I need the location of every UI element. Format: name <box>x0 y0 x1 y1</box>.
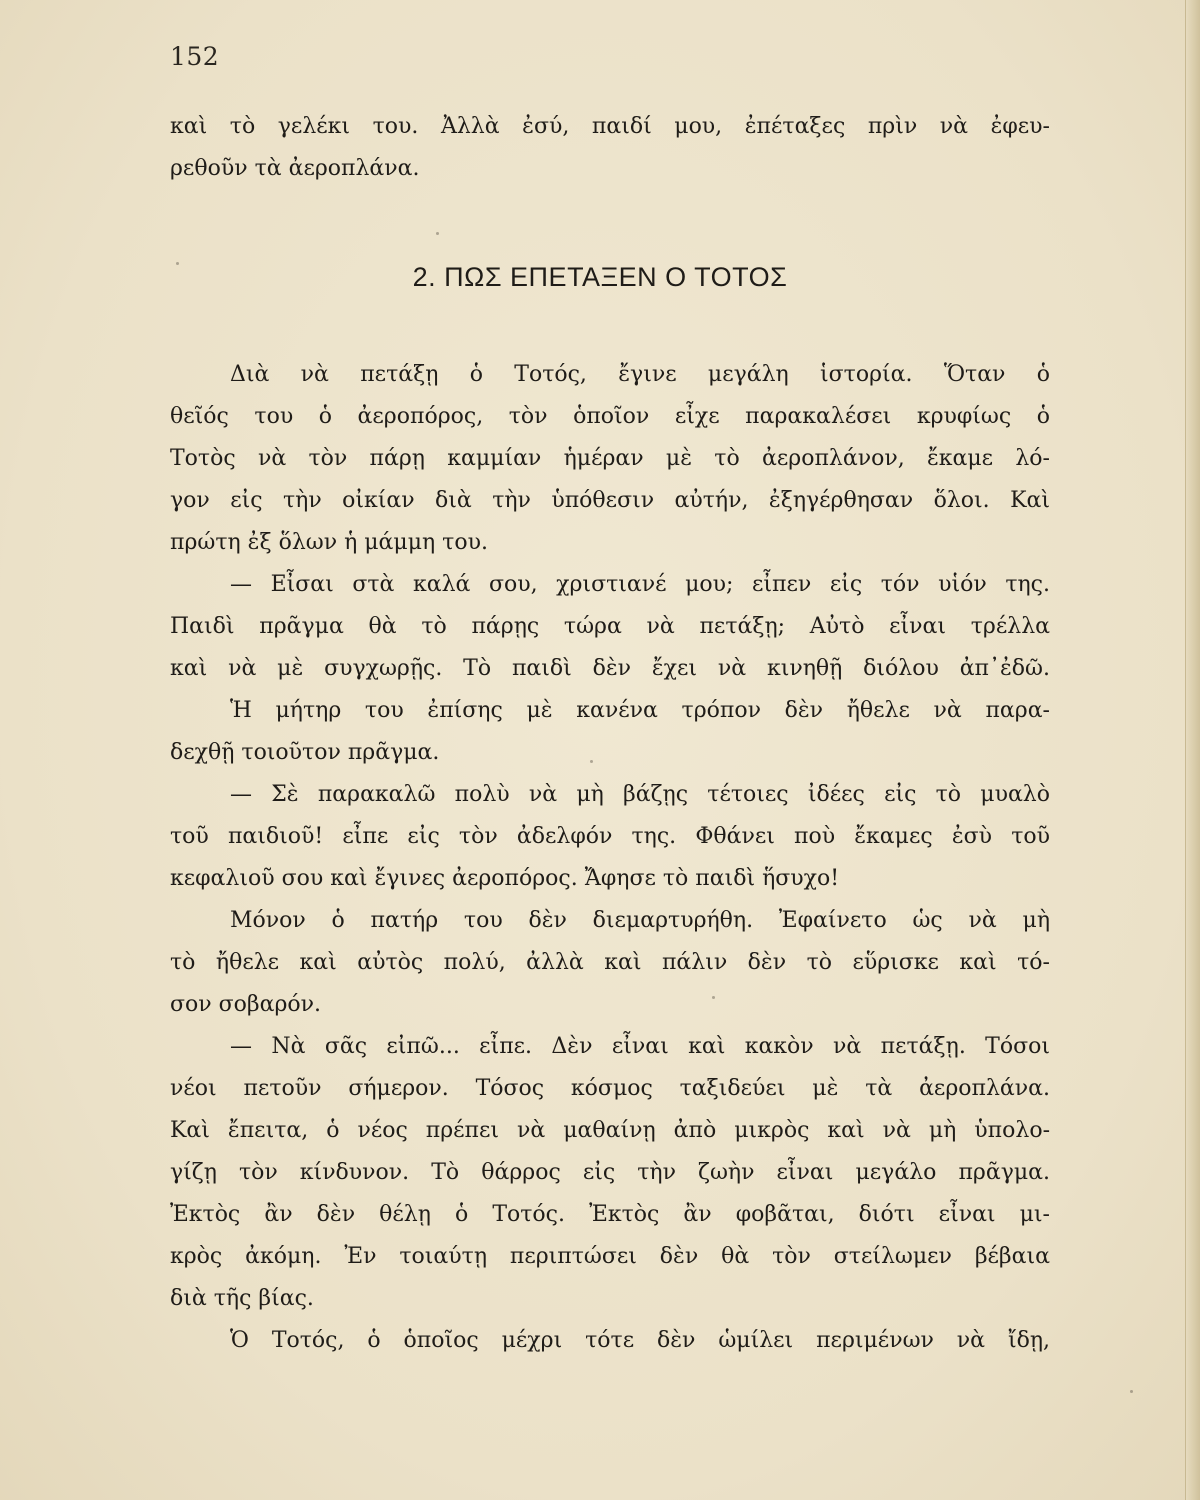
text-line: καὶ τὸ γελέκι του. Ἀλλὰ ἐσύ, παιδί μου, ἐπέταξες πρὶν νὰ ἐφευ- <box>170 114 1050 139</box>
text-line: Τοτὸς νὰ τὸν πάρῃ καμμίαν ἡμέραν μὲ τὸ ἀεροπλάνον, ἔκαμε λό- <box>170 446 1050 471</box>
text-line: καὶ νὰ μὲ συγχωρῇς. Τὸ παιδὶ δὲν ἔχει νὰ κινηθῇ διόλου ἀπ᾿ἐδῶ. <box>170 656 1050 681</box>
text-line: Καὶ ἔπειτα, ὁ νέος πρέπει νὰ μαθαίνῃ ἀπὸ μικρὸς καὶ νὰ μὴ ὑπολο- <box>170 1118 1050 1143</box>
text-line: πρώτη ἐξ ὅλων ἡ μάμμη του. <box>170 530 488 555</box>
paper-speck <box>436 232 439 235</box>
text-line: κεφαλιοῦ σου καὶ ἔγινες ἀεροπόρος. Ἄφησε τὸ παιδὶ ἥσυχο! <box>170 866 840 891</box>
page-number: 152 <box>170 42 220 71</box>
page-edge <box>1185 0 1200 1500</box>
text-line: τὸ ἤθελε καὶ αὐτὸς πολύ, ἀλλὰ καὶ πάλιν δὲν τὸ εὕρισκε καὶ τό- <box>170 950 1050 975</box>
text-line: σον σοβαρόν. <box>170 992 322 1017</box>
text-line: — Νὰ σᾶς εἰπῶ... εἶπε. Δὲν εἶναι καὶ κακὸν νὰ πετάξῃ. Τόσοι <box>230 1034 1050 1059</box>
paper-speck <box>712 996 715 999</box>
text-line: Διὰ νὰ πετάξῃ ὁ Τοτός, ἔγινε μεγάλη ἱστορία. Ὅταν ὁ <box>230 362 1050 387</box>
text-line: θεῖός του ὁ ἀεροπόρος, τὸν ὁποῖον εἶχε παρακαλέσει κρυφίως ὁ <box>170 404 1050 429</box>
text-line: Ἐκτὸς ἂν δὲν θέλῃ ὁ Τοτός. Ἐκτὸς ἂν φοβᾶται, διότι εἶναι μι- <box>170 1202 1050 1227</box>
paper-speck <box>176 262 179 265</box>
text-line: διὰ τῆς βίας. <box>170 1286 314 1311</box>
text-line: ρεθοῦν τὰ ἀεροπλάνα. <box>170 156 420 181</box>
paper-speck <box>590 760 593 763</box>
text-line: Ἡ μήτηρ του ἐπίσης μὲ κανένα τρόπον δὲν ἤθελε νὰ παρα- <box>230 698 1050 723</box>
text-line: Ὁ Τοτός, ὁ ὁποῖος μέχρι τότε δὲν ὡμίλει περιμένων νὰ ἴδῃ, <box>230 1328 1050 1353</box>
text-line: — Εἶσαι στὰ καλά σου, χριστιανέ μου; εἶπεν εἰς τόν υἱόν της. <box>230 572 1050 597</box>
text-line: γίζῃ τὸν κίνδυνον. Τὸ θάρρος εἰς τὴν ζωὴν εἶναι μεγάλο πρᾶγμα. <box>170 1160 1050 1185</box>
text-line: Παιδὶ πρᾶγμα θὰ τὸ πάρῃς τώρα νὰ πετάξῃ; Αὐτὸ εἶναι τρέλλα <box>170 614 1050 639</box>
text-line: δεχθῇ τοιοῦτον πρᾶγμα. <box>170 740 440 765</box>
text-line: κρὸς ἀκόμη. Ἐν τοιαύτῃ περιπτώσει δὲν θὰ τὸν στείλωμεν βέβαια <box>170 1244 1050 1269</box>
text-line: Μόνον ὁ πατήρ του δὲν διεμαρτυρήθη. Ἐφαίνετο ὡς νὰ μὴ <box>230 908 1050 933</box>
paper-speck <box>1130 1390 1133 1393</box>
text-line: γον εἰς τὴν οἰκίαν διὰ τὴν ὑπόθεσιν αὐτήν, ἐξηγέρθησαν ὅλοι. Καὶ <box>170 488 1050 513</box>
chapter-heading: 2. ΠΩΣ ΕΠΕΤΑΞΕΝ Ο ΤΟΤΟΣ <box>412 262 788 292</box>
text-line: — Σὲ παρακαλῶ πολὺ νὰ μὴ βάζῃς τέτοιες ἰδέες εἰς τὸ μυαλὸ <box>230 782 1050 807</box>
text-line: νέοι πετοῦν σήμερον. Τόσος κόσμος ταξιδεύει μὲ τὰ ἀεροπλάνα. <box>170 1076 1050 1101</box>
text-line: τοῦ παιδιοῦ! εἶπε εἰς τὸν ἀδελφόν της. Φθάνει ποὺ ἔκαμες ἐσὺ τοῦ <box>170 824 1050 849</box>
